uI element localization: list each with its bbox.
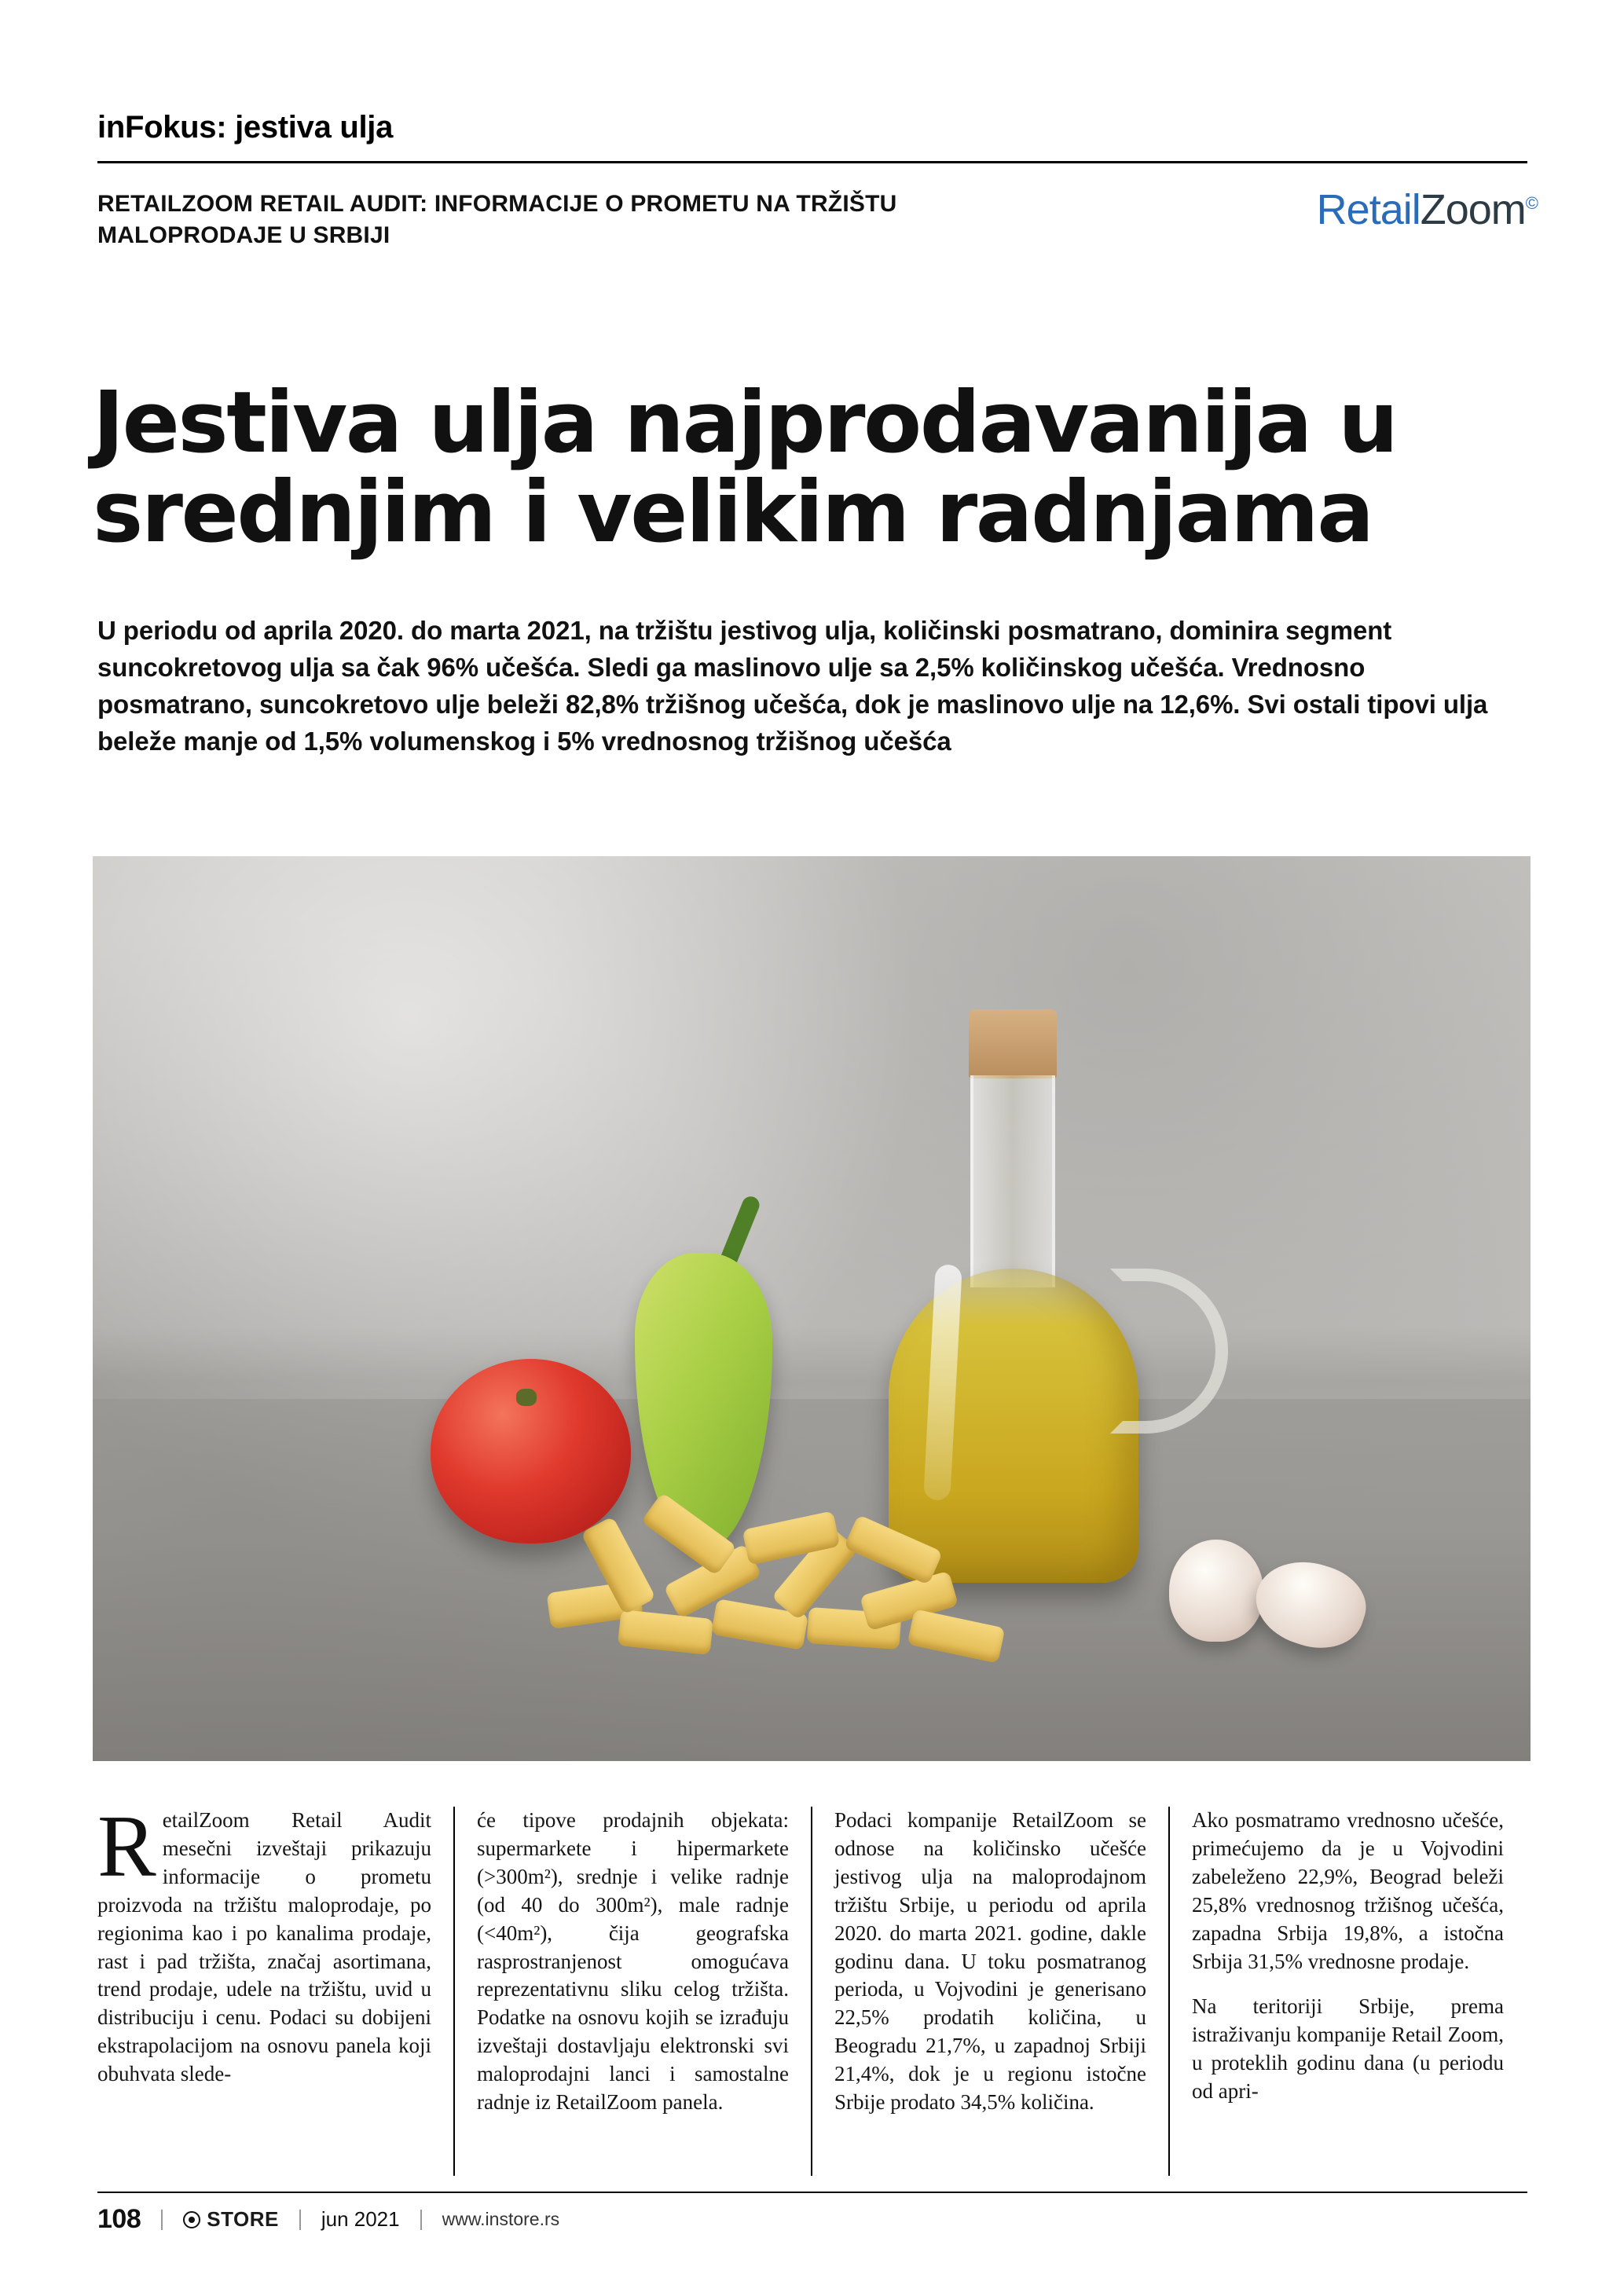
- kicker-bar: [97, 110, 1527, 145]
- body-paragraph: Ako posmatramo vrednosno učešće, primećujemo da je u Vojvodini zabeleženo 22,9%, Beograd beleži 25,8% vrednosnog tržišnog učešća, zapadna Srbija 19,8%, a istočna Srbija 31,5% vrednosne prodaje.: [1192, 1808, 1504, 1973]
- logo-part-zoom: Zoom: [1420, 186, 1526, 233]
- bottle-cork: [969, 1009, 1057, 1078]
- body-column-4: [1170, 1807, 1527, 2176]
- penne-piece: [618, 1609, 713, 1655]
- instore-circle-icon: [183, 2211, 200, 2228]
- kicker-plain: inFokus:: [97, 110, 236, 145]
- logo-copyright: ©: [1525, 193, 1538, 213]
- body-paragraph: Na teritoriji Srbije, prema istraživanju kompanije Retail Zoom, u proteklih godinu dana (u periodu od apri-: [1192, 1994, 1504, 2104]
- instore-logo: [183, 2207, 279, 2232]
- footer-separator: [161, 2210, 163, 2230]
- body-column-1: [97, 1798, 455, 2176]
- article-photo: [93, 856, 1531, 1761]
- section-subhead: RETAILZOOM RETAIL AUDIT: INFORMACIJE O PROMETU NA TRŽIŠTU MALOPRODAJE U SRBIJI: [97, 191, 897, 248]
- website-url[interactable]: www.instore.rs: [442, 2209, 560, 2229]
- retailzoom-logo: [1317, 185, 1538, 234]
- body-paragraph: Podaci kompanije RetailZoom se odnose na količinsko učešće jestivog ulja na maloprodajnom tržištu Srbije, u periodu od aprila 2020. do marta 2021. godine, dakle godinu dana. U toku posmatranog perioda, u Vojvodini je generisano 22,5% prodatih količina, u Beogradu 21,7%, u zapadnoj Srbiji 21,4%, dok je u regionu istočne Srbije prodato 34,5% količina.: [834, 1808, 1146, 2115]
- pasta-pile: [548, 1508, 1036, 1657]
- footer-separator: [299, 2210, 301, 2230]
- garlic-clove-icon: [1169, 1540, 1263, 1642]
- body-paragraph: će tipove prodajnih objekata: supermarkete i hipermarkete (>300m²), srednje i velike radnje (od 40 do 300m²), male radnje (<40m²), čija geografska rasprostranjenost omogućava reprezentativnu sliku celog tržišta. Podatke na osnovu kojih se izrađuju izveštaji dostavljaju elektronski svi maloprodajni lanci i samostalne radnje iz RetailZoom panela.: [477, 1808, 789, 2115]
- page-number: 108: [97, 2204, 141, 2234]
- dropcap: R: [97, 1798, 156, 1895]
- article-body: [97, 1798, 1527, 2176]
- article-lead: U periodu od aprila 2020. do marta 2021, na tržištu jestivog ulja, količinski posmatrano, dominira segment suncokretovog ulja sa čak 96% učešća. Sledi ga maslinovo ulje sa 2,5% količinskog učešća. Vrednosno posmatrano, suncokretovo ulje beleži 82,8% tržišnog učešća, dok je maslinovo ulje na 12,6%. Svi ostali tipovi ulja beleže manje od 1,5% volumenskog i 5% vrednosnog tržišnog učešća: [97, 616, 1488, 756]
- instore-brand-label: STORE: [207, 2207, 279, 2231]
- body-paragraph: etailZoom Retail Audit mesečni izveštaji prikazuju informacije o prometu proizvoda na tržištu maloprodaje, po regionima kao i po kanalima prodaje, rast i pad tržišta, značaj asortimana, trend prodaje, udele na tržištu, uvid u distribuciju i cenu. Podaci su dobijeni ekstrapolacijom na osnovu panela koji obuhvata slede-: [97, 1808, 431, 2086]
- footer-divider: [97, 2192, 1527, 2193]
- olive-oil-bottle-icon: [874, 1009, 1204, 1583]
- header-divider: [97, 161, 1527, 163]
- logo-part-retail: Retail: [1316, 186, 1421, 233]
- penne-piece: [844, 1514, 944, 1585]
- page-title: Jestiva ulja najprodavanija u srednjim i velikim radnjama: [93, 374, 1397, 562]
- bottle-neck: [970, 1075, 1055, 1287]
- footer-separator: [420, 2210, 422, 2230]
- penne-piece: [907, 1609, 1006, 1664]
- page-footer: [97, 2204, 1527, 2235]
- body-column-3: [812, 1807, 1170, 2176]
- body-column-2: [455, 1807, 812, 2176]
- issue-date: jun 2021: [321, 2207, 400, 2231]
- kicker-topic: jestiva ulja: [235, 110, 394, 145]
